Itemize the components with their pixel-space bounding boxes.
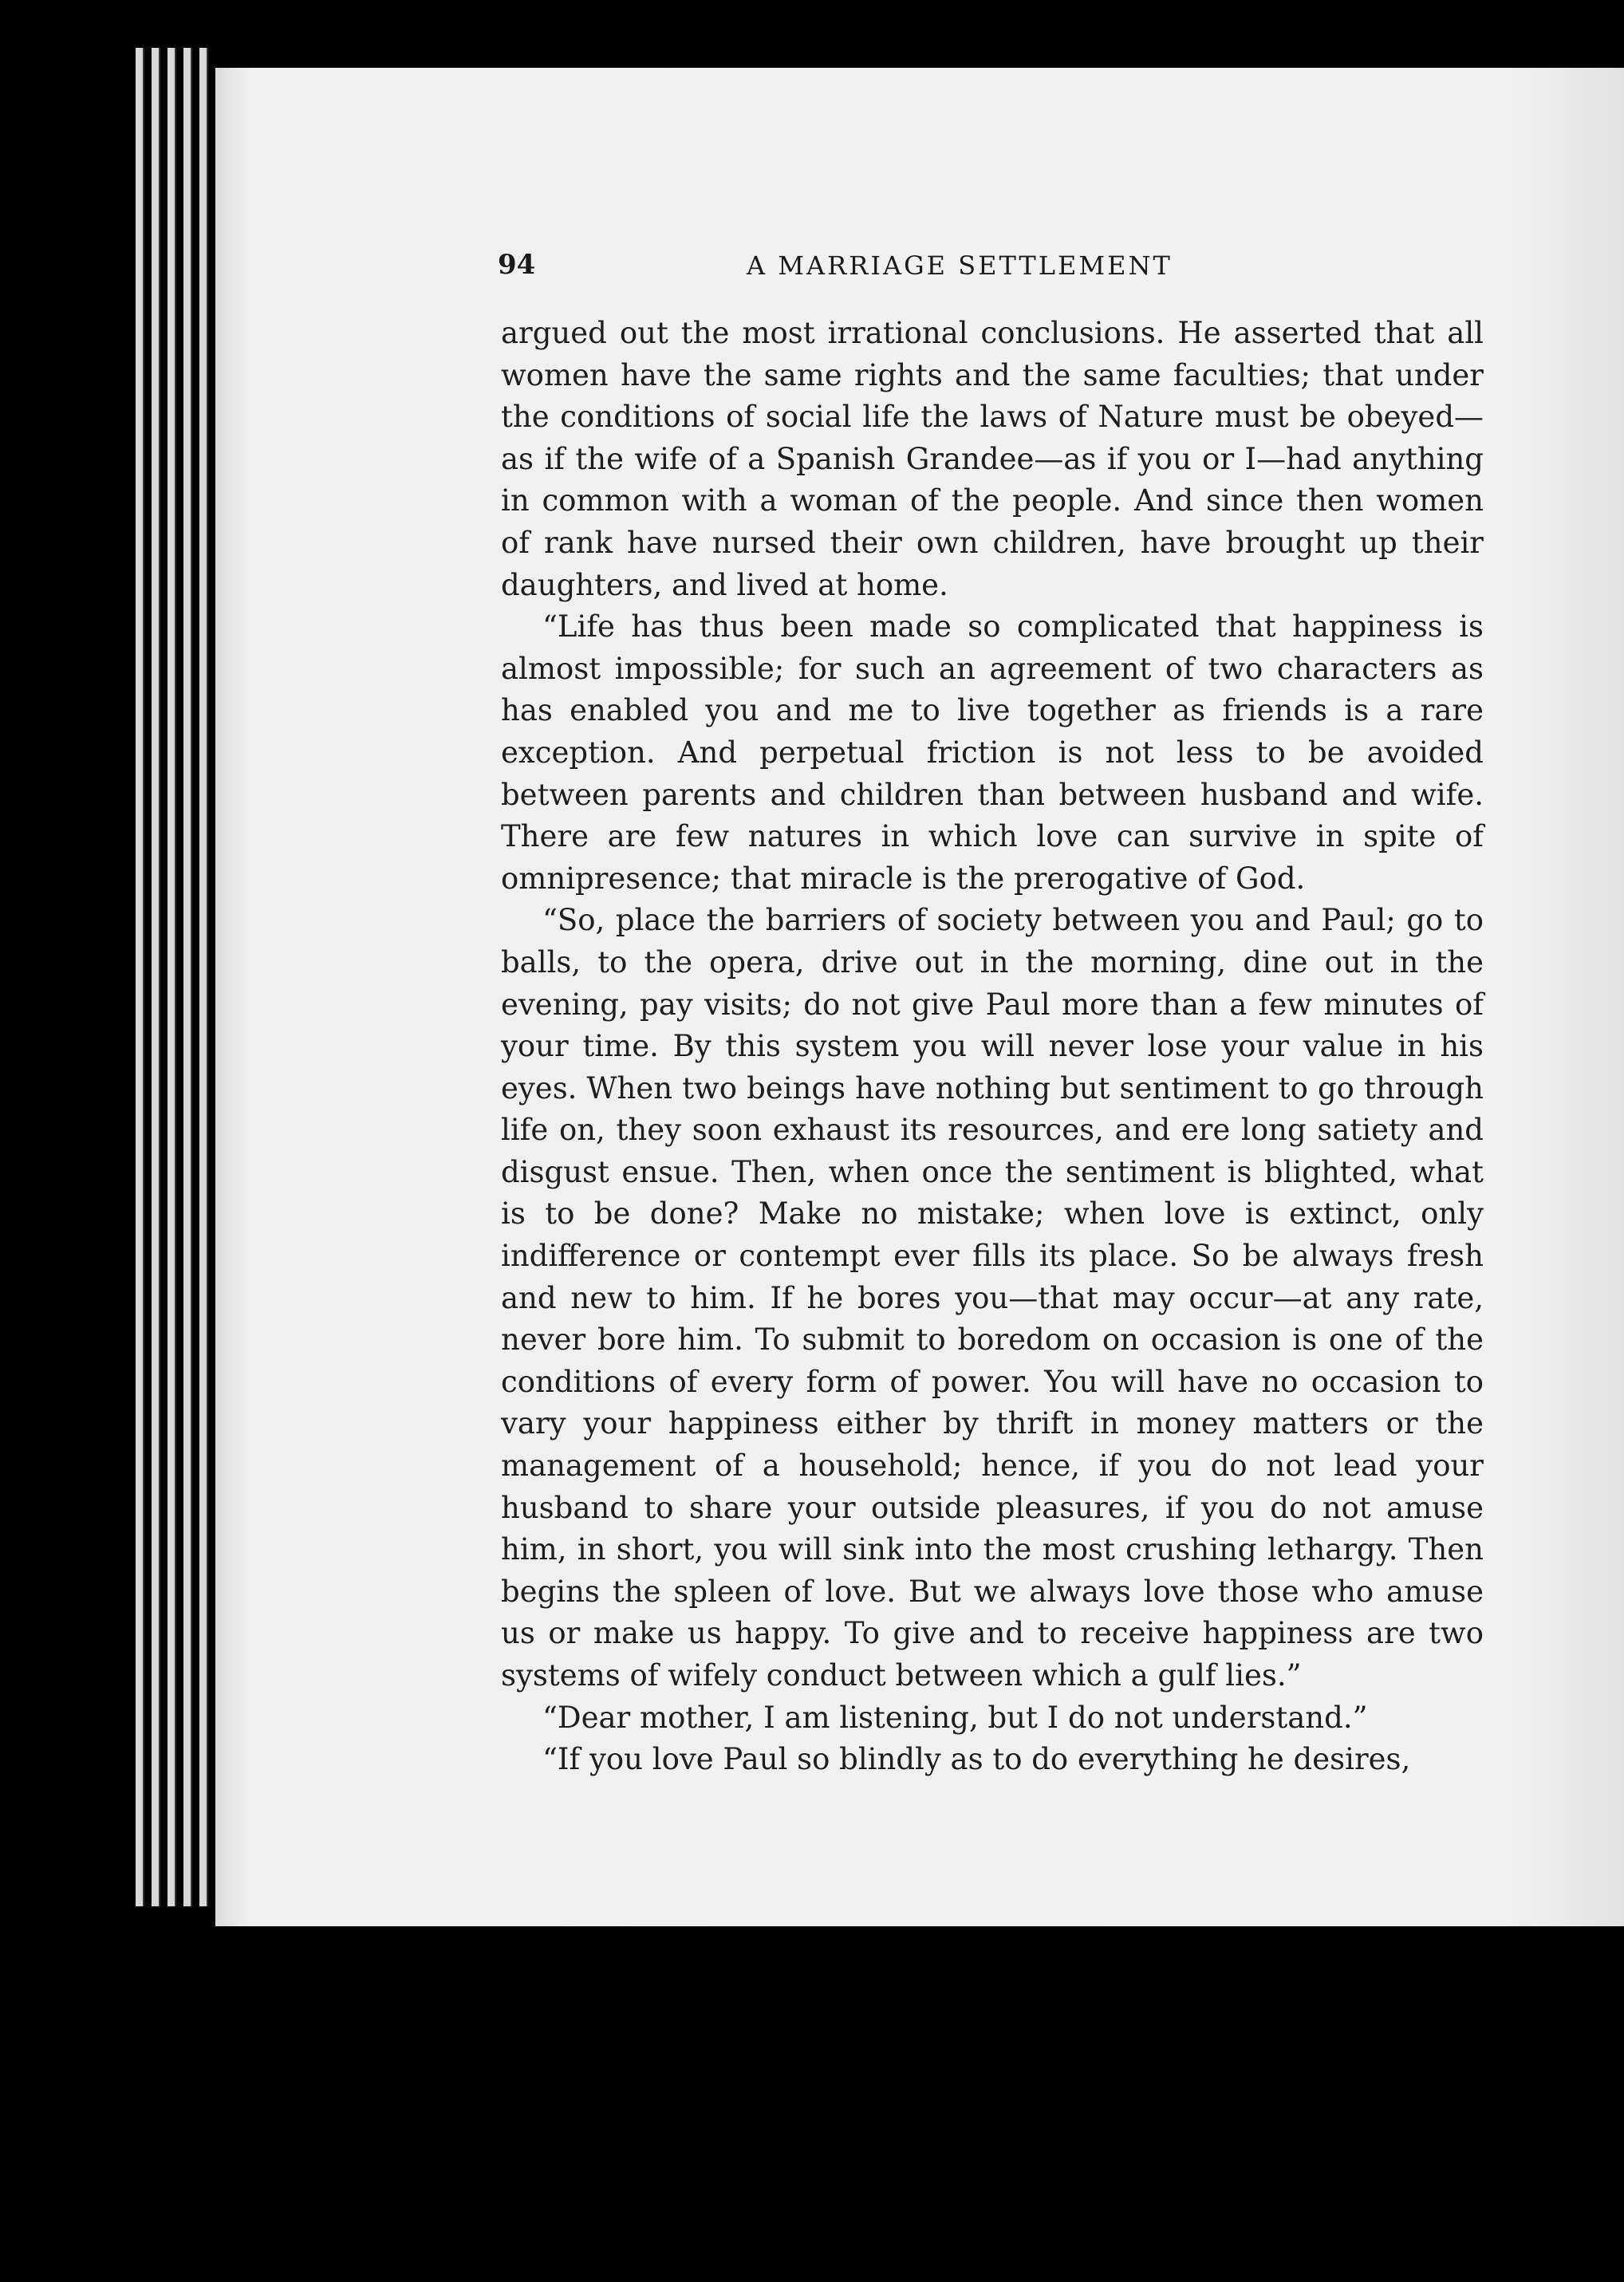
page-edge	[183, 48, 192, 1906]
page-header	[498, 249, 1235, 284]
body-text	[501, 313, 1484, 1781]
page-edge	[199, 48, 208, 1906]
paragraph: “So, place the barriers of society between you and Paul; go to balls, to the opera, drive out in the morning, dine out in the evening, pay visits; do not give Paul more than a few minutes of your time. By this system you will never lose your value in his eyes. When two beings have nothing but sentiment to go through life on, they soon exhaust its resources, and ere long satiety and disgust ensue. Then, when once the sentiment is blighted, what is to be done? Make no mistake; when love is extinct, only indifference or contempt ever fills its place. So be always fresh and new to him. If he bores you—that may occur—at any rate, never bore him. To submit to boredom on occasion is one of the conditions of every form of power. You will have no occasion to vary your happiness either by thrift in money matters or the management of a household; hence, if you do not lead your husband to share your outside pleasures, if you do not amuse him, in short, you will sink into the most crushing lethargy. Then begins the spleen of love. But we always love those who amuse us or make us happy. To give and to receive happiness are two systems of wifely conduct between which a gulf lies.”	[501, 903, 1484, 1693]
page-edge	[136, 48, 144, 1906]
page-edge	[168, 48, 176, 1906]
paragraph: “Life has thus been made so complicated that happiness is almost impossible; for such an agreement of two characters as has enabled you and me to live together as friends is a rare exception. And perpetual friction is not less to be avoided between parents and children than between husband and wife. There are few natures in which love can survive in spite of omnipresence; that miracle is the prerogative of God.	[501, 609, 1484, 896]
paragraph: argued out the most irrational conclusions. He asserted that all women have the same rights and the same faculties; that under the conditions of social life the laws of Nature must be obeyed—as if the wife of a Spanish Grandee—as if you or I—had anything in common with a woman of the people. And since then women of rank have nursed their own children, have brought up their daughters, and lived at home.	[501, 316, 1484, 602]
page-number: 94	[498, 249, 536, 281]
running-title: A MARRIAGE SETTLEMENT	[747, 250, 1173, 281]
paragraph: “If you love Paul so blindly as to do everything he desires,	[542, 1742, 1411, 1777]
paragraph: “Dear mother, I am listening, but I do not understand.”	[542, 1700, 1368, 1735]
page-edge	[152, 48, 160, 1906]
